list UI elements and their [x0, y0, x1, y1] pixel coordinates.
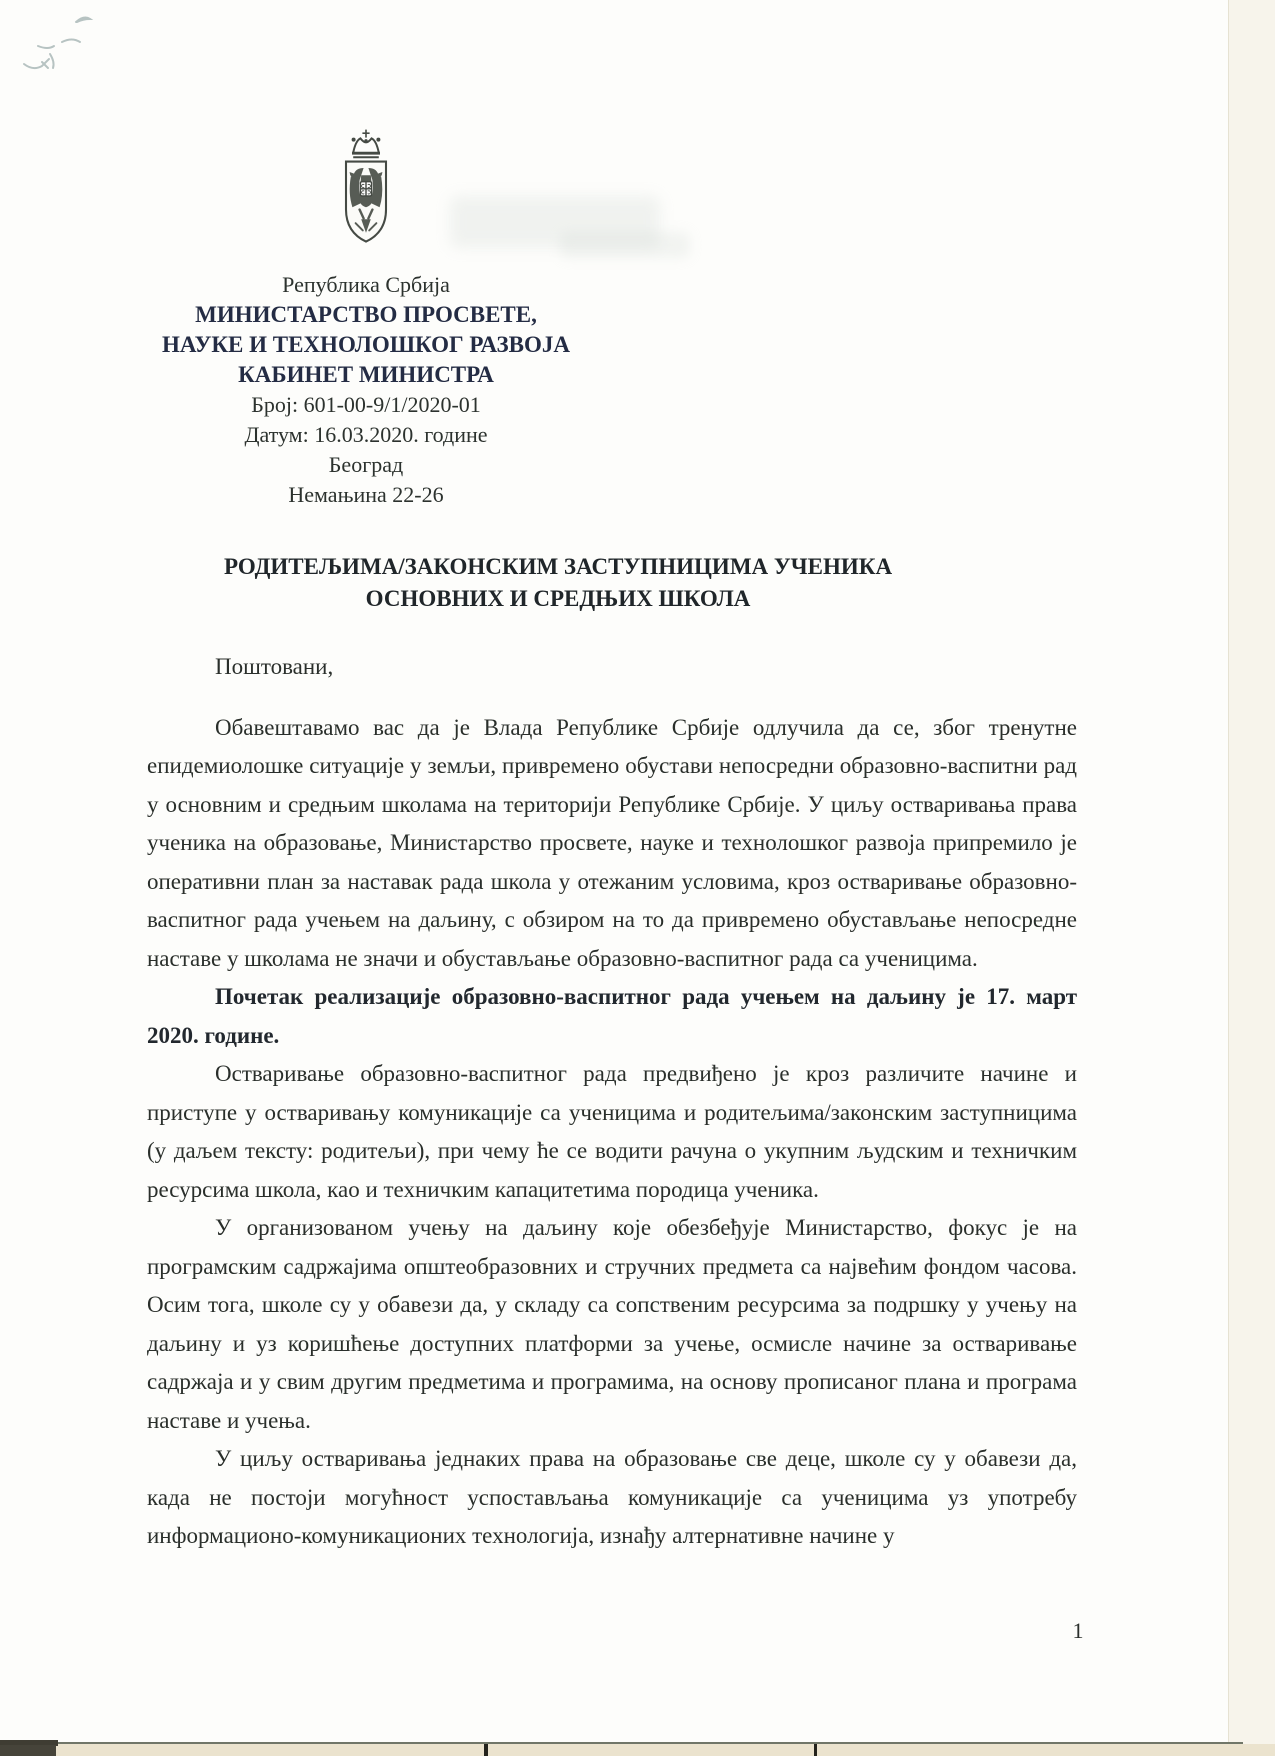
- paper-bottom-edge: [0, 1742, 1243, 1744]
- paragraph: Остваривање образовно-васпитног рада предвиђено је кроз различите начине и приступе у остваривању комуникације са ученицима и родитељима/законским заступницима (у даљем тексту: родитељи), при чему ће се водити рачуна о укупним људским и техничким ресурсима школа, као и техничким капацитетима породица ученика.: [147, 1061, 1077, 1202]
- recipient-line1: РОДИТЕЉИМА/ЗАКОНСКИМ ЗАСТУПНИЦИМА УЧЕНИКА: [223, 554, 893, 579]
- letterhead: [140, 128, 592, 510]
- ministry-name-line2: НАУКЕ И ТЕХНОЛОШКОГ РАЗВОЈА: [162, 332, 570, 357]
- ministry-name-line1: МИНИСТАРСТВО ПРОСВЕТЕ,: [195, 302, 537, 327]
- scan-corner-shadow: [0, 1745, 56, 1756]
- country-name: Република Србија: [282, 272, 450, 297]
- scan-background-strip: [0, 1744, 1275, 1756]
- paragraph: Обавештавамо вас да је Влада Републике Србије одлучила да се, због тренутне епидемиолошке ситуације у земљи, привремено обустави непосредни образовно-васпитни рад у основним и средњим школама на територији Републике Србије. У циљу остваривања права ученика на образовање, Министарство просвете, науке и технолошког развоја припремило је оперативни план за наставак рада школа у отежаним условима, кроз остваривање образовно-васпитног рада учењем на даљину, с обзиром на то да привремено обустављање непосредне наставе у школама не значи и обустављање образовно-васпитног рада са ученицима.: [147, 714, 1077, 971]
- recipient-heading: [147, 551, 969, 615]
- street-address: Немањина 22-26: [288, 482, 444, 507]
- serbia-coat-of-arms-icon: [326, 128, 406, 264]
- recipient-line2: ОСНОВНИХ И СРЕДЊИХ ШКОЛА: [365, 586, 751, 611]
- scan-edge-mark: [484, 1744, 488, 1756]
- scan-edge-mark: [814, 1744, 817, 1756]
- document-number: Број: 601-00-9/1/2020-01: [251, 392, 481, 417]
- document-date: Датум: 16.03.2020. године: [244, 422, 488, 447]
- salutation: Поштовани,: [215, 654, 334, 679]
- paragraph: У циљу остваривања једнаких права на образовање све деце, школе су у обавези да, када не постоји могућност успостављања комуникације са ученицима уз употребу информационо-комуникационих технологија, изнађу алтернативне начине у: [147, 1446, 1077, 1548]
- paper-right-edge: [1228, 0, 1275, 1756]
- letter-body: [147, 648, 1077, 1556]
- paragraph: У организованом учењу на даљину које обезбеђује Министарство, фокус је на програмским садржајима општеобразовних и стручних предмета са највећим фондом часова. Осим тога, школе су у обавези да, у складу са сопственим ресурсима за подршку у учењу на даљину и уз коришћење доступних платформи за учење, осмисле начине за остваривање садржаја и у свим другим предметима и програмима, на основу прописаног плана и програма наставе и учења.: [147, 1215, 1077, 1433]
- office-name: КАБИНЕТ МИНИСТРА: [238, 362, 494, 387]
- paragraph-bold-start-date: Почетак реализације образовно-васпитног рада учењем на даљину је 17. март 2020. године.: [147, 984, 1077, 1048]
- city: Београд: [328, 452, 404, 477]
- pen-smudge-mark: [16, 6, 112, 86]
- page-number: 1: [1072, 1618, 1084, 1643]
